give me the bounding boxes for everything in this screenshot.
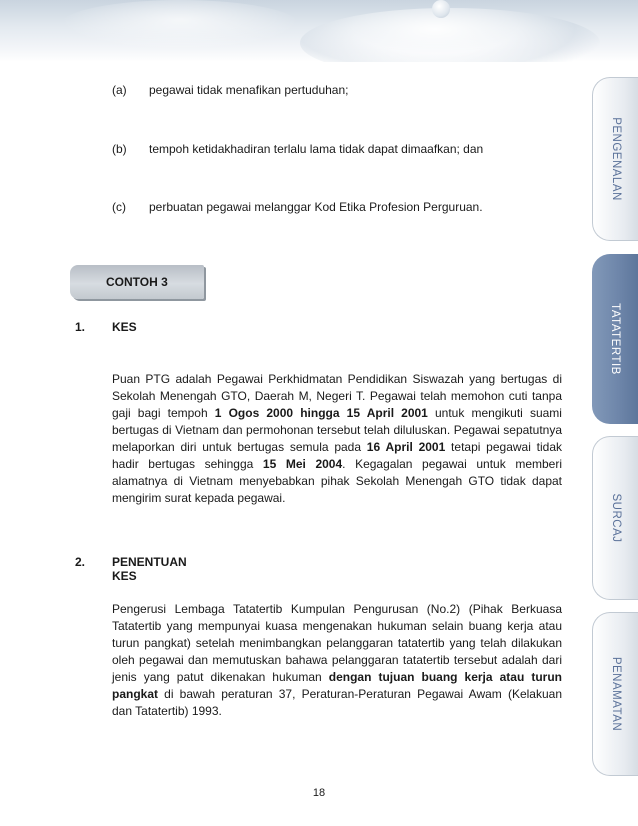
text-run: untuk mengikuti suami bertugas di Vietnam dan permohonan tersebut telah diluluskan. Pegawai sepatutnya melaporkan diri untuk bertugas semula pada bbox=[112, 406, 562, 454]
tab-pengenalan[interactable] bbox=[592, 77, 638, 241]
case-paragraph bbox=[112, 371, 562, 507]
tab-label: PENAMATAN bbox=[609, 656, 622, 732]
example-heading-label: CONTOH 3 bbox=[106, 275, 168, 289]
tab-penamatan[interactable] bbox=[592, 612, 638, 776]
bold-text-run: 16 April 2001 bbox=[366, 440, 446, 454]
list-item-text: perbuatan pegawai melanggar Kod Etika Profesion Perguruan. bbox=[149, 200, 483, 214]
bold-text-run: dengan tujuan buang kerja atau turun pangkat bbox=[112, 670, 563, 701]
page-number: 18 bbox=[312, 787, 326, 799]
example-heading-tab bbox=[70, 265, 204, 299]
tab-label: SURCAJ bbox=[609, 493, 622, 543]
text-run: di bawah peraturan 37, Peraturan-Peraturan Pegawai Awam (Kelakuan dan Tatatertib) 1993. bbox=[112, 687, 562, 718]
tab-tatatertib[interactable] bbox=[592, 254, 638, 424]
water-drop-icon bbox=[432, 0, 450, 18]
tab-label: TATATERTIB bbox=[609, 303, 621, 375]
text-run: tetapi pegawai tidak hadir bertugas sehingga bbox=[112, 440, 563, 471]
section-title: KES bbox=[112, 320, 137, 334]
section-number: 1. bbox=[75, 320, 86, 334]
list-item-text: pegawai tidak menafikan pertuduhan; bbox=[149, 83, 349, 97]
tab-surcaj[interactable] bbox=[592, 436, 638, 600]
text-run: Pengerusi Lembaga Tatatertib Kumpulan Pengurusan (No.2) (Pihak Berkuasa Tatatertib yang mempunyai kuasa mengenakan hukuman selain buang kerja atau turun pangkat) setelah menimbangkan pelanggaran tatatertib yang telah dilakukan oleh pegawai dan memutuskan bahawa pelanggaran tatatertib tersebut adalah dari jenis yang patut dikenakan hukuman bbox=[112, 602, 562, 684]
header-banner bbox=[0, 0, 638, 62]
tab-label: PENGENALAN bbox=[609, 117, 622, 201]
water-ripple-decoration bbox=[60, 0, 300, 50]
list-item-label: (c) bbox=[112, 200, 126, 214]
decision-paragraph bbox=[112, 601, 562, 720]
bold-text-run: 1 Ogos 2000 hingga 15 April 2001 bbox=[214, 406, 428, 420]
text-run: . Kegagalan pegawai untuk memberi alamatnya di Vietnam menyebabkan pihak Sekolah Menengah GTO tidak dapat mengirim surat kepada pegawai. bbox=[112, 457, 562, 505]
list-item-label: (a) bbox=[112, 83, 127, 97]
water-ripple-decoration bbox=[300, 8, 600, 62]
list-item-label: (b) bbox=[112, 142, 127, 156]
section-number: 2. bbox=[75, 555, 86, 569]
bold-text-run: 15 Mei 2004 bbox=[262, 457, 343, 471]
text-run: Puan PTG adalah Pegawai Perkhidmatan Pendidikan Siswazah yang bertugas di Sekolah Menengah GTO, Daerah M, Negeri T. Pegawai telah memohon cuti tanpa gaji bagi tempoh bbox=[112, 372, 562, 420]
list-item-text: tempoh ketidakhadiran terlalu lama tidak dapat dimaafkan; dan bbox=[149, 142, 484, 156]
section-title: PENENTUAN KES bbox=[112, 555, 187, 583]
